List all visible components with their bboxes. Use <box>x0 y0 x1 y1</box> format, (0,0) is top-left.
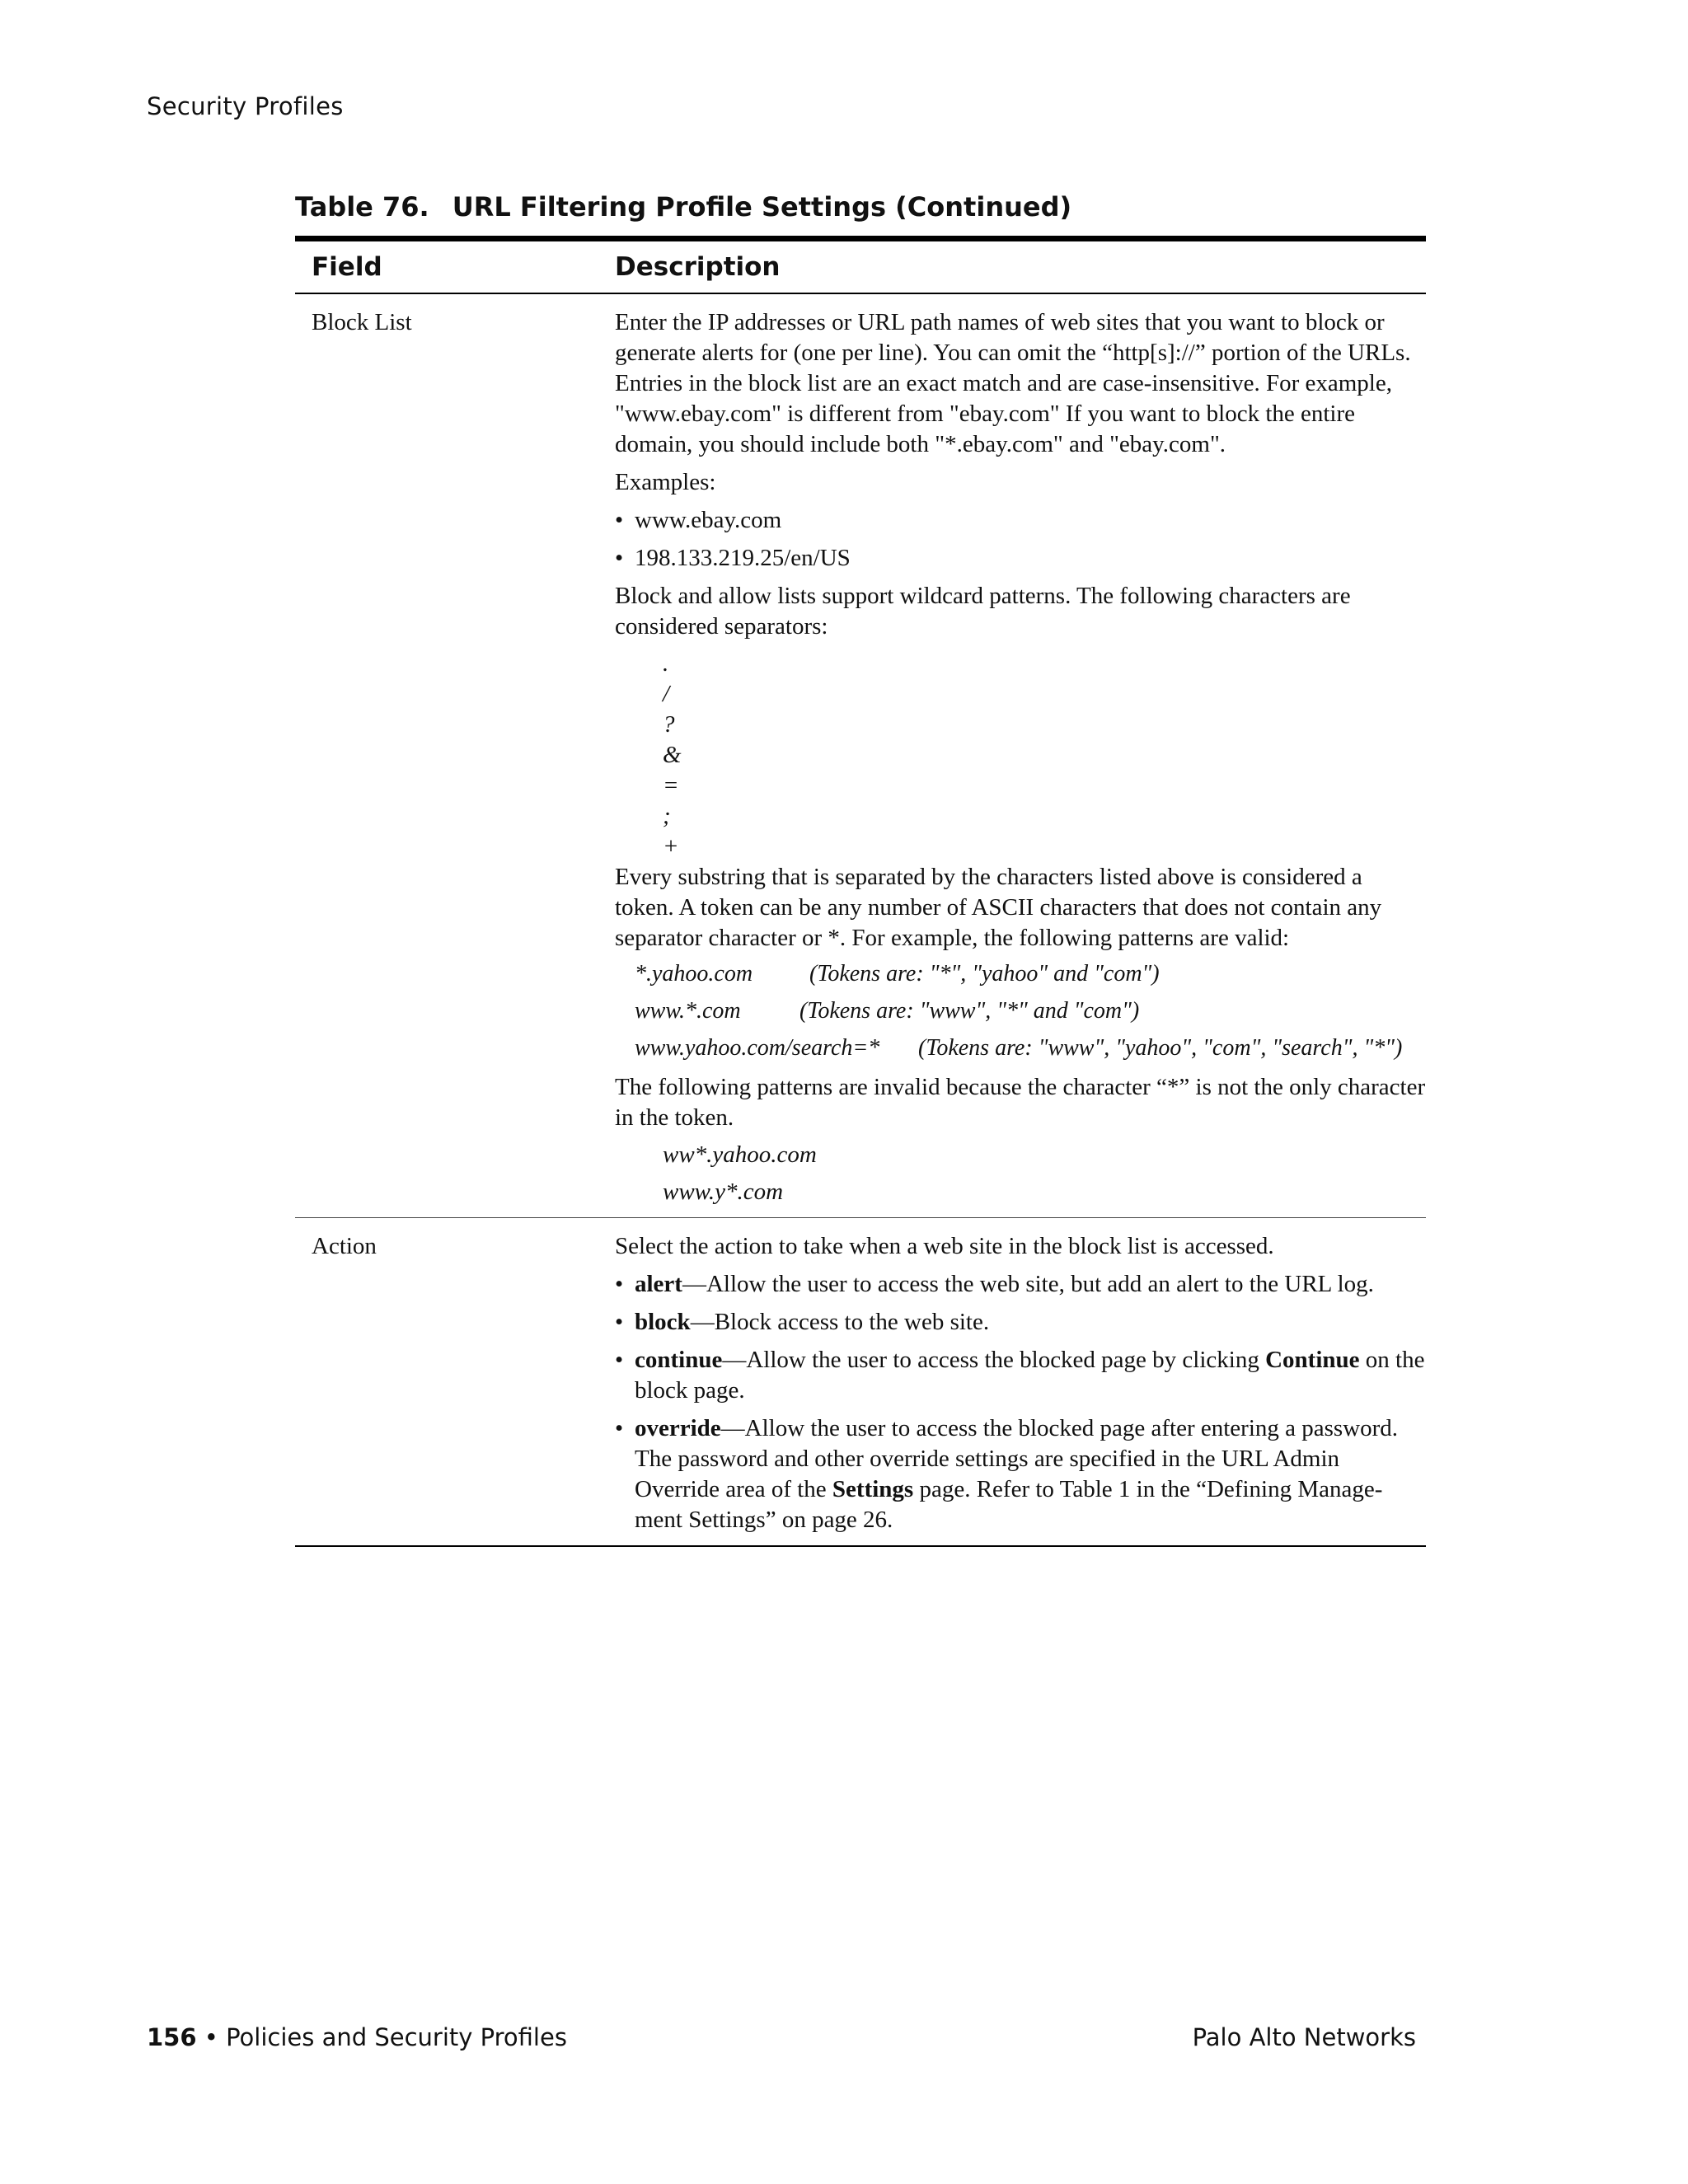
description-action <box>615 1218 1426 1545</box>
table-row-action <box>295 1218 1426 1545</box>
bullet-icon: • <box>615 545 624 571</box>
separator-list <box>663 649 1426 862</box>
separator-char: ; <box>663 803 671 829</box>
chapter-title: Policies and Security Profiles <box>226 2023 567 2051</box>
examples-label: Examples: <box>615 469 716 495</box>
invalid-text: The following patterns are invalid because the character “*” is not the only character in the token. <box>615 1074 1426 1131</box>
valid-pattern-row <box>615 994 1426 1028</box>
term-override: override <box>635 1415 721 1441</box>
footer-bullet: • <box>204 2023 218 2051</box>
settings-page-ref: Settings <box>832 1476 914 1502</box>
company-name: Palo Alto Networks <box>1192 2023 1416 2051</box>
field-name-block-list: Block List <box>312 309 412 335</box>
invalid-pattern: www.y*.com <box>663 1179 784 1205</box>
column-header-description: Description <box>615 252 781 282</box>
separator-char: + <box>663 833 679 860</box>
list-item <box>615 1413 1426 1535</box>
bullet-icon: • <box>615 1415 624 1441</box>
pattern-tokens: (Tokens are: "www", "*" and "com") <box>799 998 1140 1024</box>
token-text: Every substring that is separated by the characters listed above is considered a token. A token can be any number of ASCII characters that does not contain any separator character or *. For example, the following patterns are valid: <box>615 864 1382 951</box>
separator-char: = <box>663 772 679 799</box>
example-item: www.ebay.com <box>635 507 782 533</box>
valid-pattern-row <box>615 1031 1426 1065</box>
description-block-list <box>615 294 1426 1217</box>
continue-description: —Allow the user to access the blocked page by clicking <box>722 1347 1266 1373</box>
list-item <box>615 1307 1426 1338</box>
action-override <box>635 1413 1426 1535</box>
invalid-pattern: ww*.yahoo.com <box>663 1141 817 1168</box>
table-bottom-rule <box>295 1545 1426 1547</box>
list-item <box>615 1345 1426 1406</box>
settings-table <box>295 236 1426 1547</box>
separator-char: / <box>663 681 670 707</box>
alert-description: —Allow the user to access the web site, but add an alert to the URL log. <box>682 1271 1374 1297</box>
action-block <box>635 1307 1426 1338</box>
pattern-tokens: (Tokens are: "www", "yahoo", "com", "search", "*") <box>918 1035 1403 1061</box>
page-number: 156 <box>147 2023 197 2051</box>
continue-description-end: on the block page. <box>635 1347 1425 1404</box>
separator-char: & <box>663 742 682 768</box>
action-alert <box>635 1269 1426 1300</box>
bullet-icon: • <box>615 1271 624 1297</box>
override-description-end: page. Refer to Table 1 in the “Defining Manage-ment Settings” on page 26. <box>635 1476 1383 1533</box>
term-continue: continue <box>635 1347 723 1373</box>
block-description: —Block access to the web site. <box>690 1309 990 1335</box>
bullet-icon: • <box>615 1347 624 1373</box>
table-row-block-list <box>295 294 1426 1217</box>
pattern-tokens: (Tokens are: "*", "yahoo" and "com") <box>809 961 1160 987</box>
valid-pattern-row <box>615 957 1426 991</box>
block-list-intro: Enter the IP addresses or URL path names of web sites that you want to block or generate alerts for (one per line). You can omit the “http[s]://” portion of the URLs. Entries in the block list are an exact match and are case-insensitive. For example, "www.ebay.com" is different from "ebay.com" If you want to block the entire domain, you should include both "*.ebay.com" and "ebay.com". <box>615 309 1411 457</box>
table-title <box>295 191 1071 223</box>
example-item: 198.133.219.25/en/US <box>635 545 851 571</box>
table-caption: URL Filtering Profile Settings (Continued) <box>452 191 1072 223</box>
term-alert: alert <box>635 1271 682 1297</box>
footer-left <box>147 2023 567 2051</box>
table-header-row <box>295 241 1426 293</box>
valid-pattern: *.yahoo.com <box>635 961 753 987</box>
bullet-icon: • <box>615 1309 624 1335</box>
separator-char: ? <box>663 711 675 738</box>
column-header-field: Field <box>312 252 382 282</box>
bullet-icon: • <box>615 507 624 533</box>
continue-button-ref: Continue <box>1265 1347 1360 1373</box>
valid-pattern: www.*.com <box>635 998 741 1024</box>
list-item <box>615 1269 1426 1300</box>
separator-char: . <box>663 650 669 677</box>
wildcard-text: Block and allow lists support wildcard patterns. The following characters are considered separators: <box>615 583 1351 640</box>
running-header: Security Profiles <box>147 92 344 120</box>
term-block: block <box>635 1309 691 1335</box>
table-number: Table 76. <box>295 191 429 223</box>
field-name-action: Action <box>312 1233 377 1259</box>
table-top-rule <box>295 236 1426 241</box>
override-description: —Allow the user to access the blocked page after entering a password. The password and other override settings are specified in the URL Admin Override area of the <box>635 1415 1399 1502</box>
list-item <box>615 543 1426 574</box>
valid-pattern: www.yahoo.com/search=* <box>635 1035 880 1061</box>
list-item <box>615 505 1426 536</box>
action-continue <box>635 1345 1426 1406</box>
action-intro: Select the action to take when a web site in the block list is accessed. <box>615 1233 1274 1259</box>
